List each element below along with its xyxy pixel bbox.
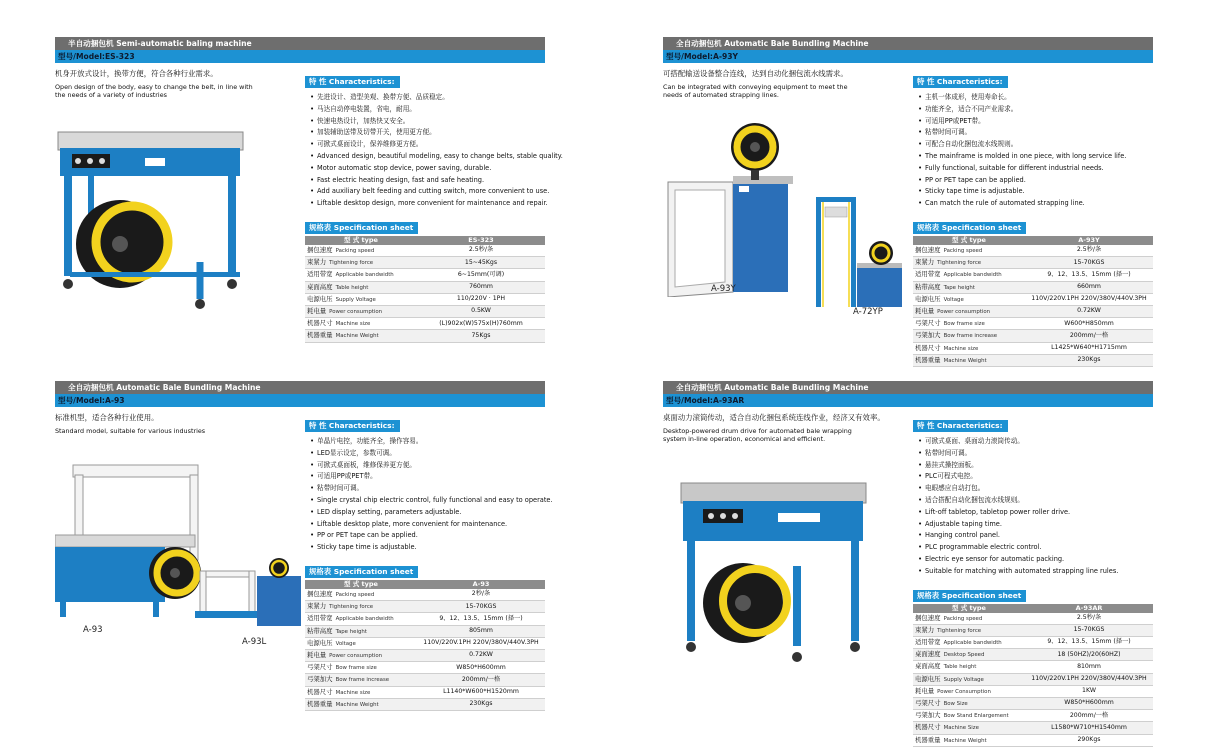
spec-header-type: 型 式 type — [913, 236, 1025, 245]
spec-row — [305, 257, 545, 269]
caption-a-93y: A-93Y — [711, 284, 736, 294]
spec-value: L1425*W640*H1715mm — [1025, 342, 1153, 354]
product-description — [663, 412, 908, 443]
description-cn: 标准机型，适合各种行业使用。 — [55, 413, 159, 422]
spec-value: 230Kgs — [417, 698, 545, 710]
spec-label-cn: 束紧力 — [915, 258, 935, 267]
spec-label-cn: 弓架尺寸 — [915, 698, 941, 707]
product-model: 型号/Model:ES-323 — [55, 50, 545, 63]
characteristics-heading: 特 性 Characteristics: — [305, 420, 400, 432]
spec-label-cn: 捆包速度 — [915, 245, 941, 254]
feature-item: • PP or PET tape can be applied. — [913, 175, 1153, 187]
spec-label — [305, 318, 417, 330]
spec-value: 15~45Kgs — [417, 257, 545, 269]
spec-label-en: Voltage — [943, 296, 964, 303]
spec-row — [913, 710, 1153, 722]
spec-value: 9、12、13.5、15mm (择一) — [1025, 636, 1153, 648]
spec-value: 805mm — [417, 625, 545, 637]
spec-value: 0.72KW — [1025, 305, 1153, 317]
product-details — [305, 69, 563, 343]
product-details — [913, 413, 1153, 747]
spec-label-cn: 弓架加大 — [307, 675, 333, 684]
spec-row — [913, 269, 1153, 281]
machine-image-a-93y — [663, 122, 803, 297]
spec-label — [305, 625, 417, 637]
product-panel-es-323 — [55, 37, 563, 340]
spec-value: 2.5秒/条 — [1025, 613, 1153, 625]
product-model: 型号/Model:A-93Y — [663, 50, 1153, 63]
spec-label-cn: 耗电量 — [915, 686, 935, 695]
spec-header-type: 型 式 type — [305, 236, 417, 245]
product-title: 全自动捆包机 Automatic Bale Bundling Machine — [55, 381, 545, 394]
product-description — [55, 412, 300, 435]
spec-label-en: Table height — [335, 284, 369, 291]
spec-label-cn: 粘带高度 — [915, 282, 941, 291]
spec-label — [913, 305, 1025, 317]
description-cn: 桌面动力滚筒传动，适合自动化捆包系统连线作业，经济又有效率。 — [663, 413, 885, 422]
spec-label — [913, 318, 1025, 330]
caption-a-93l: A-93L — [242, 637, 267, 647]
spec-label-en: Bow frame increase — [943, 333, 998, 340]
spec-label-en: Bow Size — [943, 700, 968, 707]
product-title: 全自动捆包机 Automatic Bale Bundling Machine — [663, 381, 1153, 394]
spec-row — [305, 698, 545, 710]
description-en: Can be integrated with conveying equipment to meet the needs of automated strapping lines. — [663, 83, 848, 99]
spec-label — [305, 305, 417, 317]
spec-label-cn: 适用带宽 — [915, 637, 941, 646]
spec-label-en: Tightening force — [937, 260, 982, 267]
feature-item: • 单晶片电控，功能齐全，操作容易。 — [305, 436, 545, 448]
spec-row — [305, 293, 545, 305]
feature-list — [913, 436, 1153, 578]
product-description — [55, 68, 300, 99]
spec-label-cn: 桌面高度 — [915, 662, 941, 671]
spec-row — [913, 661, 1153, 673]
feature-item: • 加装辅助送带及切带开关，使用更方便。 — [305, 127, 545, 139]
spec-row — [305, 318, 545, 330]
feature-item: • Electric eye sensor for automatic packing. — [913, 554, 1153, 566]
spec-row — [913, 697, 1153, 709]
spec-row — [913, 293, 1153, 305]
spec-label-cn: 电源电压 — [915, 674, 941, 683]
feature-item: • Liftable desktop plate, more convenient for maintenance. — [305, 519, 545, 531]
spec-row — [305, 601, 545, 613]
spec-label-cn: 机器重量 — [307, 331, 333, 340]
description-cn: 机身开放式设计，换带方便，符合各种行业需求。 — [55, 69, 218, 78]
spec-row — [913, 330, 1153, 342]
spec-label-en: Table height — [943, 664, 977, 671]
spec-label-cn: 电源电压 — [915, 294, 941, 303]
spec-label-cn: 束紧力 — [307, 258, 327, 267]
spec-label — [913, 269, 1025, 281]
spec-label-en: Power consumption — [329, 652, 383, 659]
caption-a-72yp: A-72YP — [853, 307, 883, 317]
spec-label-en: Packing speed — [943, 615, 983, 622]
spec-label — [913, 624, 1025, 636]
feature-item: • Hanging control panel. — [913, 530, 1153, 542]
spec-label-cn: 弓架加大 — [915, 711, 941, 720]
spec-label-cn: 束紧力 — [915, 625, 935, 634]
spec-label-cn: 桌面高度 — [307, 282, 333, 291]
spec-label-en: Supply Voltage — [943, 676, 984, 683]
spec-row — [305, 330, 545, 342]
spec-label-cn: 电源电压 — [307, 294, 333, 303]
spec-row — [913, 354, 1153, 366]
spec-label — [305, 281, 417, 293]
spec-value: 15-70KGS — [417, 601, 545, 613]
spec-row — [913, 318, 1153, 330]
feature-item: • LED display setting, parameters adjustable. — [305, 507, 545, 519]
spec-sheet-heading: 规格表 Specification sheet — [305, 566, 418, 578]
machine-image-a-93 — [55, 463, 205, 623]
feature-item: • 可适用PP或PET带。 — [913, 116, 1153, 128]
feature-item: • 粘带时间可调。 — [305, 483, 545, 495]
product-panel-a-93ar — [663, 381, 1153, 744]
feature-item: • PP or PET tape can be applied. — [305, 530, 545, 542]
spec-label — [305, 686, 417, 698]
spec-label-en: Bow frame size — [335, 665, 377, 672]
spec-value: 6~15mm(可调) — [417, 269, 545, 281]
spec-row — [913, 245, 1153, 257]
spec-sheet-heading: 规格表 Specification sheet — [913, 222, 1026, 234]
feature-item: • 可掀式桌面、桌面动力滚筒传动。 — [913, 436, 1153, 448]
spec-label-cn: 机器尺寸 — [307, 687, 333, 696]
machine-image-a-72yp — [811, 187, 906, 312]
spec-label-en: Machine Weight — [943, 737, 987, 744]
feature-item: • 悬挂式操控面板。 — [913, 460, 1153, 472]
feature-item: • Adjustable taping time. — [913, 519, 1153, 531]
feature-item: • 快速电热设计，加热快又安全。 — [305, 116, 545, 128]
feature-item: • Sticky tape time is adjustable. — [913, 186, 1153, 198]
feature-item: • Suitable for matching with automated strapping line rules. — [913, 566, 1153, 578]
spec-label-cn: 捆包速度 — [307, 245, 333, 254]
spec-label — [305, 698, 417, 710]
spec-row — [913, 649, 1153, 661]
spec-table — [305, 580, 545, 711]
spec-label — [913, 342, 1025, 354]
spec-label — [913, 613, 1025, 625]
spec-label — [913, 710, 1025, 722]
spec-value: 200mm/一格 — [1025, 710, 1153, 722]
spec-label-en: Tightening force — [329, 604, 374, 611]
spec-label — [305, 245, 417, 257]
spec-label — [913, 281, 1025, 293]
spec-label — [913, 245, 1025, 257]
spec-label-en: Tape height — [943, 284, 975, 291]
spec-label-en: Desktop Speed — [943, 652, 985, 659]
spec-label — [305, 613, 417, 625]
feature-item: • Liftable desktop design, more convenient for maintenance and repair. — [305, 198, 545, 210]
spec-value: 230Kgs — [1025, 354, 1153, 366]
feature-item: • 粘带时间可调。 — [913, 448, 1153, 460]
spec-value: 15-70KGS — [1025, 624, 1153, 636]
spec-label — [305, 293, 417, 305]
spec-label — [913, 257, 1025, 269]
spec-row — [305, 269, 545, 281]
feature-list — [305, 92, 563, 210]
description-en: Open design of the body, easy to change the belt, in line with the needs of a variety of industries — [55, 83, 253, 99]
spec-row — [913, 342, 1153, 354]
spec-label-en: Applicable bandwidth — [943, 272, 1002, 279]
spec-row — [305, 281, 545, 293]
spec-label-en: Machine Weight — [943, 357, 987, 364]
spec-row — [305, 305, 545, 317]
spec-label-en: Bow frame increase — [335, 677, 390, 684]
feature-item: • The mainframe is molded in one piece, with long service life. — [913, 151, 1153, 163]
spec-value: L1140*W600*H1520mm — [417, 686, 545, 698]
spec-label-cn: 机器重量 — [915, 355, 941, 364]
spec-header-type: 型 式 type — [305, 580, 417, 589]
spec-label-cn: 适用带宽 — [307, 270, 333, 279]
feature-item: • Motor automatic stop device, power saving, durable. — [305, 163, 545, 175]
spec-row — [913, 636, 1153, 648]
spec-label-en: Applicable bandwidth — [335, 272, 394, 279]
product-model: 型号/Model:A-93AR — [663, 394, 1153, 407]
spec-label — [305, 674, 417, 686]
spec-row — [305, 625, 545, 637]
spec-value: (L)902x(W)575x(H)760mm — [417, 318, 545, 330]
product-description — [663, 68, 908, 99]
spec-header-type: 型 式 type — [913, 604, 1025, 613]
feature-item: • LED显示设定，参数可调。 — [305, 448, 545, 460]
product-model: 型号/Model:A-93 — [55, 394, 545, 407]
spec-label-en: Power consumption — [937, 308, 991, 315]
spec-label-en: Packing speed — [943, 247, 983, 254]
spec-label-cn: 弓架加大 — [915, 331, 941, 340]
characteristics-heading: 特 性 Characteristics: — [913, 420, 1008, 432]
spec-label-en: Power consumption — [329, 308, 383, 315]
spec-value: 75Kgs — [417, 330, 545, 342]
spec-label — [305, 601, 417, 613]
spec-label-en: Machine Weight — [335, 333, 379, 340]
spec-header-model: A-93AR — [1025, 604, 1153, 613]
product-details — [305, 413, 553, 711]
spec-label-cn: 电源电压 — [307, 638, 333, 647]
feature-item: • 功能齐全，适合不同产业需求。 — [913, 104, 1153, 116]
spec-table — [913, 604, 1153, 747]
feature-item: • PLC programmable electric control. — [913, 542, 1153, 554]
spec-label-cn: 机器尺寸 — [307, 319, 333, 328]
spec-label-cn: 机器尺寸 — [915, 723, 941, 732]
spec-label — [913, 330, 1025, 342]
feature-item: • 粘带时间可调。 — [913, 127, 1153, 139]
spec-label — [913, 697, 1025, 709]
spec-value: W600*H850mm — [1025, 318, 1153, 330]
feature-item: • 可掀式桌面设计，保养维修更方便。 — [305, 139, 545, 151]
spec-label-cn: 桌面速度 — [915, 650, 941, 659]
spec-label — [913, 636, 1025, 648]
spec-value: 200mm/一格 — [1025, 330, 1153, 342]
spec-label-cn: 束紧力 — [307, 602, 327, 611]
spec-row — [305, 589, 545, 601]
spec-label-cn: 机器重量 — [915, 735, 941, 744]
spec-label — [913, 734, 1025, 746]
spec-label-cn: 适用带宽 — [915, 270, 941, 279]
spec-label-cn: 弓架尺寸 — [915, 319, 941, 328]
spec-label-en: Machine size — [943, 345, 979, 352]
feature-item: • Sticky tape time is adjustable. — [305, 542, 545, 554]
spec-value: 0.72KW — [417, 649, 545, 661]
characteristics-heading: 特 性 Characteristics: — [305, 76, 400, 88]
spec-value: 110V/220V.1PH 220V/380V/440V.3PH — [1025, 293, 1153, 305]
spec-row — [913, 673, 1153, 685]
spec-label-en: Machine size — [335, 689, 371, 696]
feature-item: • 先进设计、造型美观、换带方便、品质稳定。 — [305, 92, 545, 104]
feature-item: • 适合搭配自动化捆包流水线规则。 — [913, 495, 1153, 507]
feature-item: • 电眼感应自动打包。 — [913, 483, 1153, 495]
spec-label-en: Tape height — [335, 628, 367, 635]
spec-value: 110V/220V.1PH 220V/380V/440V.3PH — [417, 637, 545, 649]
spec-value: L1580*W710*H1540mm — [1025, 722, 1153, 734]
spec-row — [913, 257, 1153, 269]
feature-item: • Advanced design, beautiful modeling, easy to change belts, stable quality. — [305, 151, 545, 163]
spec-row — [913, 305, 1153, 317]
feature-item: • PLC可程式电控。 — [913, 471, 1153, 483]
spec-value: 2.5秒/条 — [1025, 245, 1153, 257]
feature-item: • Can match the rule of automated strapping line. — [913, 198, 1153, 210]
spec-row — [305, 662, 545, 674]
spec-label — [913, 293, 1025, 305]
spec-label — [913, 661, 1025, 673]
spec-label-en: Tightening force — [329, 260, 374, 267]
feature-item: • Fully functional, suitable for different industrial needs. — [913, 163, 1153, 175]
product-details — [913, 69, 1153, 367]
feature-list — [305, 436, 553, 554]
spec-label-cn: 捆包速度 — [307, 589, 333, 598]
spec-label-en: Supply Voltage — [335, 296, 376, 303]
spec-value: 15-70KGS — [1025, 257, 1153, 269]
spec-label-cn: 机器尺寸 — [915, 343, 941, 352]
spec-value: 200mm/一格 — [417, 674, 545, 686]
spec-table — [305, 236, 545, 343]
spec-label-en: Bow Stand Enlargement — [943, 713, 1009, 720]
spec-value: W850*H600mm — [1025, 697, 1153, 709]
spec-sheet-heading: 规格表 Specification sheet — [305, 222, 418, 234]
product-panel-a-93y — [663, 37, 1153, 364]
machine-image-es-323 — [50, 122, 250, 322]
caption-a-93: A-93 — [83, 625, 103, 635]
spec-label-en: Applicable bandwidth — [335, 616, 394, 623]
spec-label — [913, 685, 1025, 697]
spec-value: 660mm — [1025, 281, 1153, 293]
spec-label — [305, 330, 417, 342]
spec-label-cn: 耗电量 — [307, 650, 327, 659]
spec-label-en: Machine Weight — [335, 701, 379, 708]
spec-value: 0.5KW — [417, 305, 545, 317]
feature-item: • Single crystal chip electric control, fully functional and easy to operate. — [305, 495, 545, 507]
spec-label-en: Tightening force — [937, 627, 982, 634]
spec-row — [305, 637, 545, 649]
spec-label — [305, 637, 417, 649]
spec-row — [305, 613, 545, 625]
spec-label — [305, 589, 417, 601]
spec-value: 18 (50HZ)/20(60HZ) — [1025, 649, 1153, 661]
feature-item: • Add auxiliary belt feeding and cutting switch, more convenient to use. — [305, 186, 545, 198]
spec-value: 9、12、13.5、15mm (择一) — [1025, 269, 1153, 281]
spec-label-en: Applicable bandwidth — [943, 639, 1002, 646]
spec-table — [913, 236, 1153, 367]
spec-sheet-heading: 规格表 Specification sheet — [913, 590, 1026, 602]
spec-label-cn: 捆包速度 — [915, 613, 941, 622]
spec-row — [913, 685, 1153, 697]
spec-label — [913, 673, 1025, 685]
spec-header-model: ES-323 — [417, 236, 545, 245]
spec-label — [305, 269, 417, 281]
spec-value: 2秒/条 — [417, 589, 545, 601]
description-en: Desktop-powered drum drive for automated bale wrapping system in-line operation, economical and efficient. — [663, 427, 852, 443]
spec-label-en: Packing speed — [335, 247, 375, 254]
spec-value: 290Kgs — [1025, 734, 1153, 746]
feature-list — [913, 92, 1153, 210]
characteristics-heading: 特 性 Characteristics: — [913, 76, 1008, 88]
spec-row — [913, 624, 1153, 636]
spec-label-cn: 机器重量 — [307, 699, 333, 708]
spec-value: 2.5秒/条 — [417, 245, 545, 257]
description-cn: 可搭配输送设备整合连线，达到自动化捆包流水线需求。 — [663, 69, 848, 78]
spec-label — [305, 257, 417, 269]
spec-label — [913, 722, 1025, 734]
spec-value: 810mm — [1025, 661, 1153, 673]
spec-row — [305, 649, 545, 661]
spec-label-cn: 适用带宽 — [307, 614, 333, 623]
spec-label-cn: 耗电量 — [307, 306, 327, 315]
spec-label — [913, 649, 1025, 661]
spec-row — [305, 245, 545, 257]
spec-header-model: A-93Y — [1025, 236, 1153, 245]
description-en: Standard model, suitable for various industries — [55, 427, 206, 435]
spec-value: W850*H600mm — [417, 662, 545, 674]
spec-value: 1KW — [1025, 685, 1153, 697]
feature-item: • 主机一体成形，使用寿命长。 — [913, 92, 1153, 104]
machine-image-a-93l — [195, 556, 305, 636]
product-title: 全自动捆包机 Automatic Bale Bundling Machine — [663, 37, 1153, 50]
product-panel-a-93 — [55, 381, 553, 708]
spec-row — [913, 722, 1153, 734]
product-title: 半自动捆包机 Semi-automatic baling machine — [55, 37, 545, 50]
spec-row — [305, 686, 545, 698]
feature-item: • Fast electric heating design, fast and safe heating. — [305, 175, 545, 187]
feature-item: • 马达自动停电装置，省电，耐用。 — [305, 104, 545, 116]
spec-label-en: Power Consumption — [937, 688, 991, 695]
machine-image-a-93ar — [673, 481, 873, 666]
spec-label-en: Bow frame size — [943, 321, 985, 328]
feature-item: • 可适用PP或PET带。 — [305, 471, 545, 483]
spec-row — [913, 734, 1153, 746]
spec-label-cn: 耗电量 — [915, 306, 935, 315]
spec-label-cn: 弓架尺寸 — [307, 663, 333, 672]
spec-label — [305, 662, 417, 674]
spec-label-en: Machine Size — [943, 725, 979, 732]
spec-value: 9、12、13.5、15mm (择一) — [417, 613, 545, 625]
spec-label-en: Machine size — [335, 321, 371, 328]
spec-value: 110V/220V.1PH 220V/380V/440V.3PH — [1025, 673, 1153, 685]
feature-item: • Lift-off tabletop, tabletop power roller drive. — [913, 507, 1153, 519]
feature-item: • 可掀式桌面板，维修保养更方便。 — [305, 460, 545, 472]
spec-label — [913, 354, 1025, 366]
spec-label — [305, 649, 417, 661]
spec-label-en: Voltage — [335, 640, 356, 647]
spec-value: 760mm — [417, 281, 545, 293]
spec-row — [305, 674, 545, 686]
spec-header-model: A-93 — [417, 580, 545, 589]
spec-row — [913, 613, 1153, 625]
spec-label-cn: 粘带高度 — [307, 626, 333, 635]
spec-label-en: Packing speed — [335, 591, 375, 598]
spec-value: 110/220V · 1PH — [417, 293, 545, 305]
feature-item: • 可配合自动化捆包流水线规则。 — [913, 139, 1153, 151]
spec-row — [913, 281, 1153, 293]
